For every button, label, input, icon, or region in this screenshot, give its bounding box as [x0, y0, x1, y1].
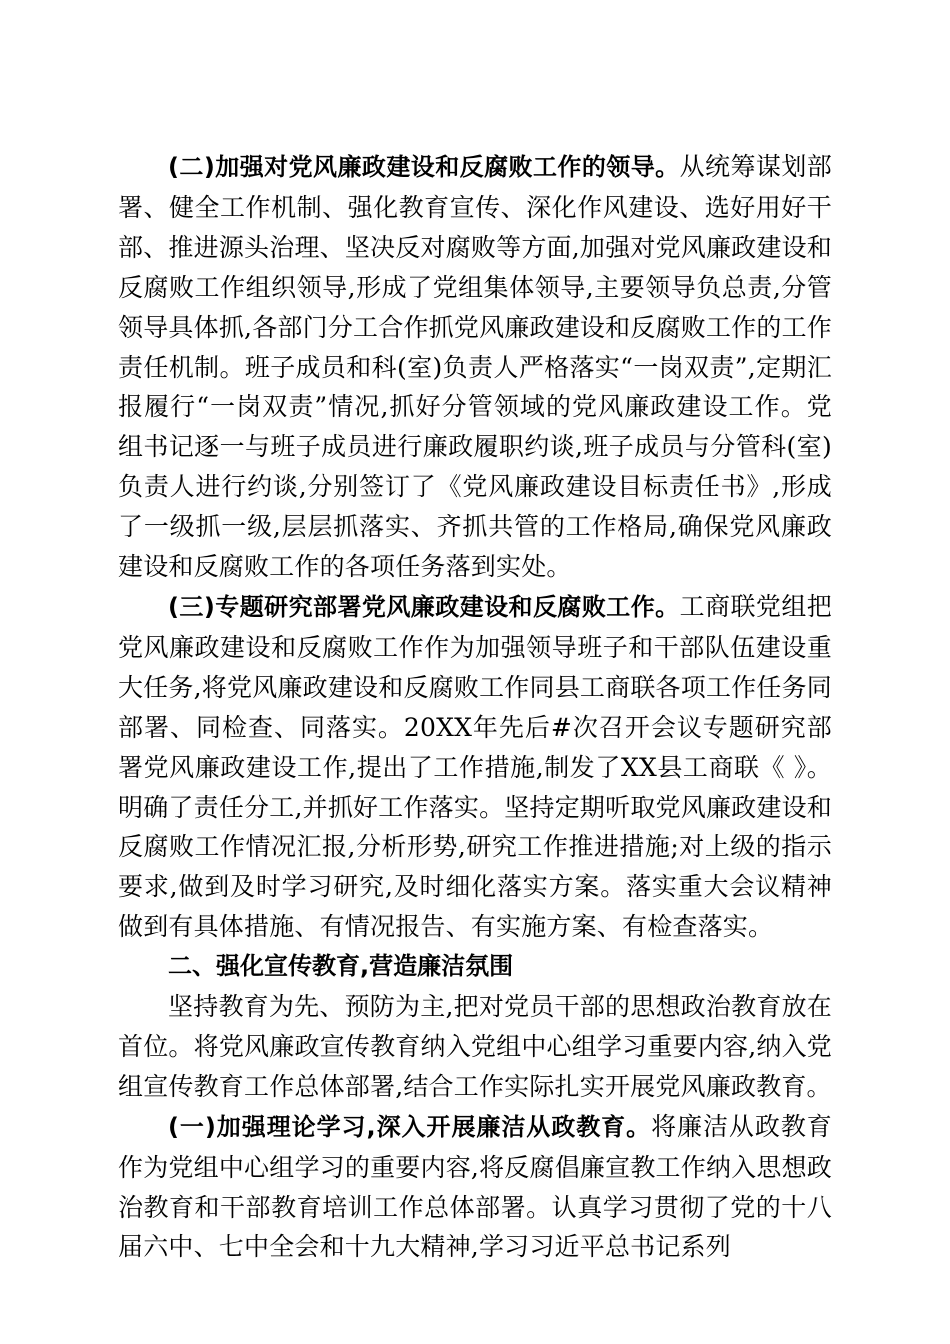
paragraph-special-research — [118, 587, 832, 947]
paragraph-lead-title: (三)专题研究部署党风廉政建设和反腐败工作。 — [168, 592, 680, 621]
paragraph-lead-title: (一)加强理论学习,深入开展廉洁从政教育。 — [168, 1112, 652, 1141]
section-heading: 二、强化宣传教育,营造廉洁氛围 — [168, 952, 514, 981]
paragraph-body: 从统筹谋划部署、健全工作机制、强化教育宣传、深化作风建设、选好用好干部、推进源头治理、坚决反对腐败等方面,加强对党风廉政建设和反腐败工作组织领导,形成了党组集体领导,主要领导负总责,分管领导具体抓,各部门分工合作抓党风廉政建设和反腐败工作的工作责任机制。班子成员和科(室)负责人严格落实“一岗双责”,定期汇报履行“一岗双责”情况,抓好分管领域的党风廉政建设工作。党组书记逐一与班子成员进行廉政履职约谈,班子成员与分管科(室)负责人进行约谈,分别签订了《党风廉政建设目标责任书》,形成了一级抓一级,层层抓落实、齐抓共管的工作格局,确保党风廉政建设和反腐败工作的各项任务落到实处。 — [118, 152, 833, 582]
paragraph-lead-title: (二)加强对党风廉政建设和反腐败工作的领导。 — [168, 153, 680, 181]
paragraph-body: 工商联党组把党风廉政建设和反腐败工作作为加强领导班子和干部队伍建设重大任务,将党风廉政建设和反腐败工作同县工商联各项工作任务同部署、同检查、同落实。20XX年先后#次召开会议专题研究部署党风廉政建设工作,提出了工作措施,制发了XX县工商联《 》。明确了责任分工,并抓好工作落实。坚持定期听取党风廉政建设和反腐败工作情况汇报,分析形势,研究工作推进措施;对上级的指示要求,做到及时学习研究,及时细化落实方案。落实重大会议精神做到有具体措施、有情况报告、有实施方案、有检查落实。 — [118, 591, 833, 942]
section-intro-paragraph: 坚持教育为先、预防为主,把对党员干部的思想政治教育放在首位。将党风廉政宣传教育纳入党组中心组学习重要内容,纳入党组宣传教育工作总体部署,结合工作实际扎实开展党风廉政教育。 — [118, 992, 832, 1101]
paragraph-body: 将廉洁从政教育作为党组中心组学习的重要内容,将反腐倡廉宣教工作纳入思想政治教育和干部教育培训工作总体部署。认真学习贯彻了党的十八届六中、七中全会和十九大精神,学习习近平总书记系列 — [118, 1111, 832, 1262]
paragraph-theory-study — [118, 1107, 832, 1268]
paragraph-leadership — [118, 147, 832, 587]
document-page — [118, 147, 832, 1267]
